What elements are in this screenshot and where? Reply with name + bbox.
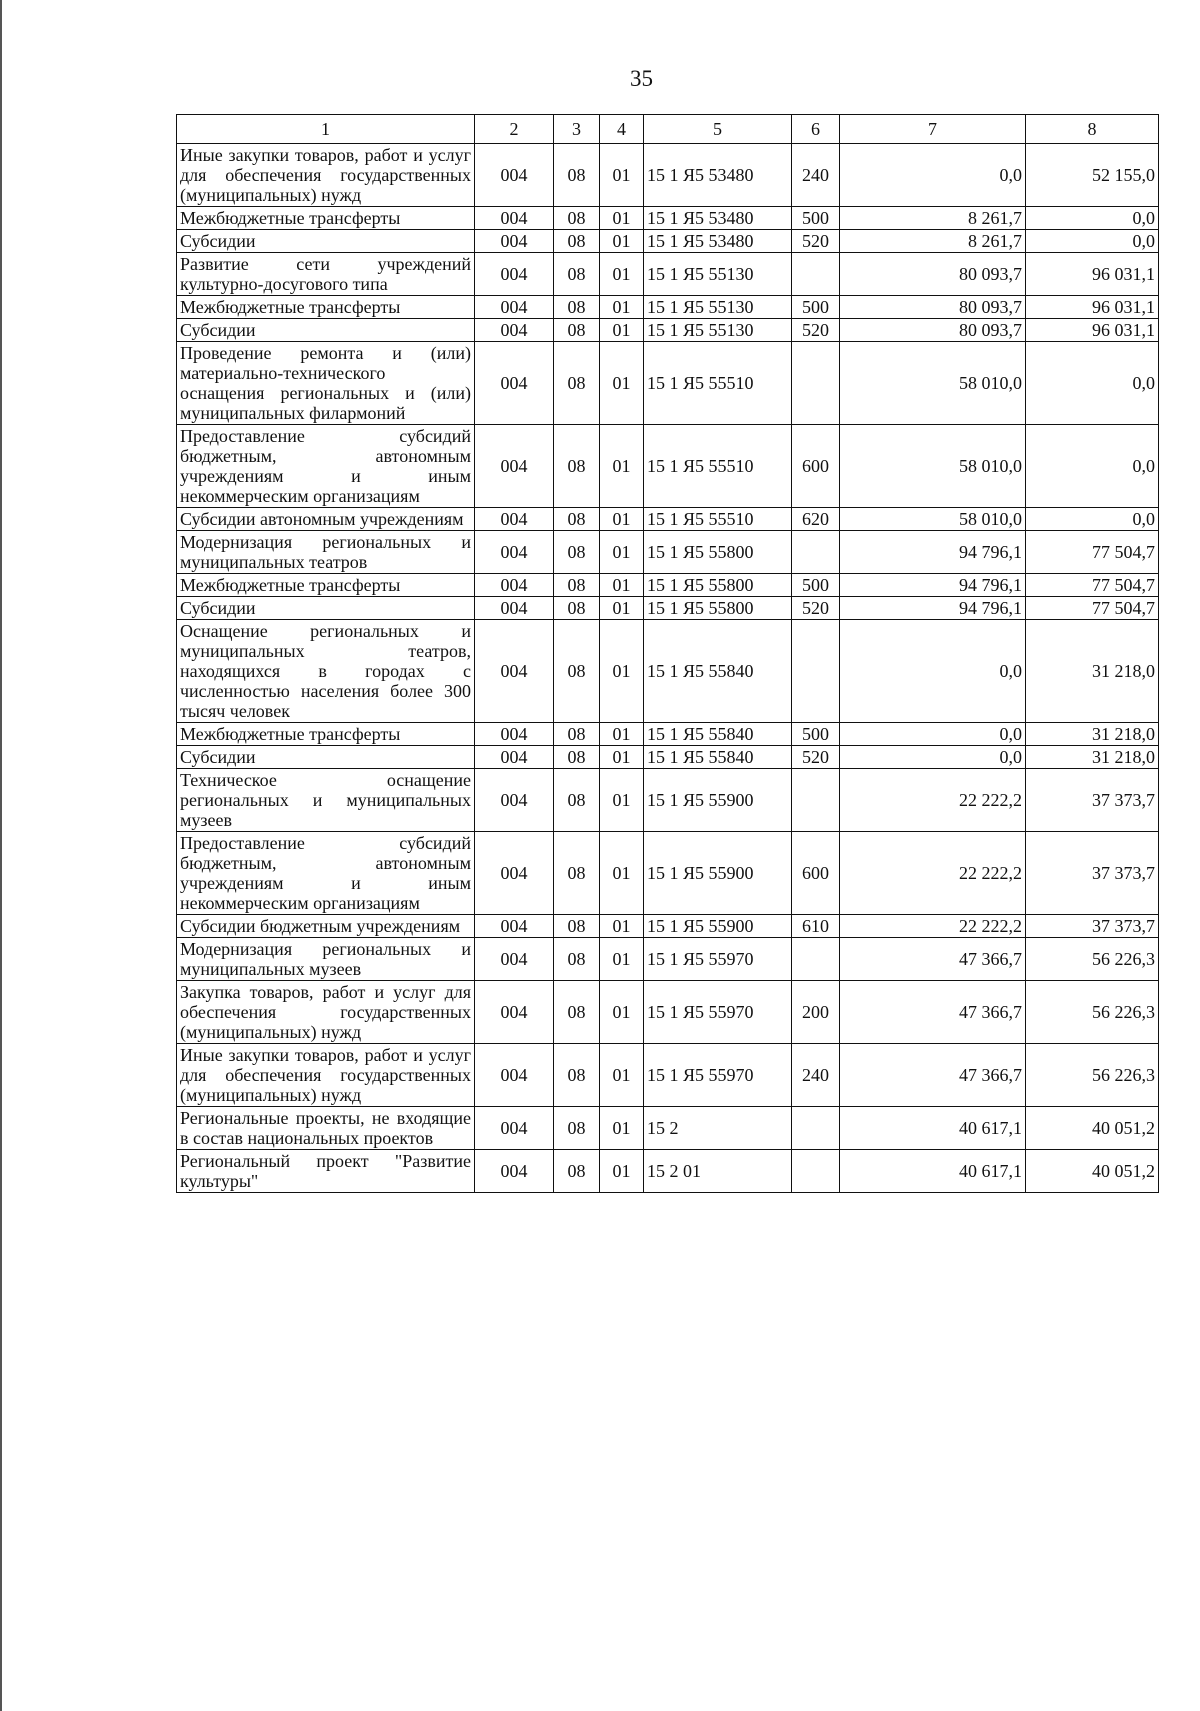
- amount-col-8: 77 504,7: [1026, 574, 1159, 597]
- section-code: 08: [554, 574, 600, 597]
- subsection-code: 01: [600, 769, 644, 832]
- amount-col-7: 94 796,1: [840, 531, 1026, 574]
- section-code: 08: [554, 1107, 600, 1150]
- subsection-code: 01: [600, 597, 644, 620]
- row-name: Оснащение региональных и муниципальных театров, находящихся в городах с численностью населения более 300 тысяч человек: [177, 620, 475, 723]
- amount-col-8: 31 218,0: [1026, 746, 1159, 769]
- expense-type: 610: [792, 915, 840, 938]
- amount-col-8: 37 373,7: [1026, 832, 1159, 915]
- target-article: 15 1 Я5 55510: [644, 508, 792, 531]
- amount-col-8: 0,0: [1026, 230, 1159, 253]
- ministry-code: 004: [475, 574, 554, 597]
- target-article: 15 1 Я5 55800: [644, 574, 792, 597]
- amount-col-7: 80 093,7: [840, 319, 1026, 342]
- amount-col-7: 0,0: [840, 144, 1026, 207]
- subsection-code: 01: [600, 915, 644, 938]
- row-name: Модернизация региональных и муниципальных музеев: [177, 938, 475, 981]
- target-article: 15 2 01: [644, 1150, 792, 1193]
- amount-col-7: 47 366,7: [840, 1044, 1026, 1107]
- subsection-code: 01: [600, 207, 644, 230]
- expense-type: 600: [792, 832, 840, 915]
- amount-col-8: 0,0: [1026, 508, 1159, 531]
- expense-type: 520: [792, 230, 840, 253]
- row-name: Субсидии бюджетным учреждениям: [177, 915, 475, 938]
- table-row: [177, 508, 1159, 531]
- table-row: [177, 769, 1159, 832]
- row-name: Иные закупки товаров, работ и услуг для обеспечения государственных (муниципальных) нужд: [177, 1044, 475, 1107]
- table-row: [177, 620, 1159, 723]
- target-article: 15 1 Я5 53480: [644, 144, 792, 207]
- row-name: Региональный проект "Развитие культуры": [177, 1150, 475, 1193]
- budget-table: [176, 114, 1159, 1193]
- ministry-code: 004: [475, 938, 554, 981]
- ministry-code: 004: [475, 915, 554, 938]
- row-name: Межбюджетные трансферты: [177, 574, 475, 597]
- amount-col-8: 56 226,3: [1026, 981, 1159, 1044]
- expense-type: 500: [792, 723, 840, 746]
- section-code: 08: [554, 425, 600, 508]
- ministry-code: 004: [475, 319, 554, 342]
- amount-col-8: 96 031,1: [1026, 319, 1159, 342]
- table-row: [177, 574, 1159, 597]
- amount-col-7: 0,0: [840, 620, 1026, 723]
- ministry-code: 004: [475, 1044, 554, 1107]
- amount-col-7: 58 010,0: [840, 342, 1026, 425]
- section-code: 08: [554, 319, 600, 342]
- ministry-code: 004: [475, 144, 554, 207]
- table-row: [177, 1107, 1159, 1150]
- ministry-code: 004: [475, 832, 554, 915]
- section-code: 08: [554, 915, 600, 938]
- row-name: Развитие сети учреждений культурно-досугового типа: [177, 253, 475, 296]
- row-name: Субсидии: [177, 746, 475, 769]
- section-code: 08: [554, 1150, 600, 1193]
- target-article: 15 1 Я5 55510: [644, 342, 792, 425]
- amount-col-7: 22 222,2: [840, 769, 1026, 832]
- expense-type: [792, 938, 840, 981]
- subsection-code: 01: [600, 230, 644, 253]
- subsection-code: 01: [600, 1107, 644, 1150]
- section-code: 08: [554, 207, 600, 230]
- section-code: 08: [554, 1044, 600, 1107]
- subsection-code: 01: [600, 620, 644, 723]
- amount-col-8: 96 031,1: [1026, 253, 1159, 296]
- section-code: 08: [554, 253, 600, 296]
- amount-col-8: 0,0: [1026, 342, 1159, 425]
- amount-col-7: 94 796,1: [840, 597, 1026, 620]
- row-name: Проведение ремонта и (или) материально-технического оснащения региональных и (или) муниципальных филармоний: [177, 342, 475, 425]
- table-row: [177, 253, 1159, 296]
- section-code: 08: [554, 769, 600, 832]
- amount-col-7: 47 366,7: [840, 981, 1026, 1044]
- table-row: [177, 1150, 1159, 1193]
- target-article: 15 1 Я5 55130: [644, 296, 792, 319]
- column-header: 4: [600, 115, 644, 144]
- target-article: 15 1 Я5 55900: [644, 769, 792, 832]
- table-row: [177, 723, 1159, 746]
- expense-type: 620: [792, 508, 840, 531]
- page-number: 35: [630, 66, 653, 91]
- table-row: [177, 230, 1159, 253]
- subsection-code: 01: [600, 723, 644, 746]
- amount-col-8: 40 051,2: [1026, 1150, 1159, 1193]
- amount-col-8: 56 226,3: [1026, 1044, 1159, 1107]
- section-code: 08: [554, 296, 600, 319]
- table-row: [177, 531, 1159, 574]
- expense-type: [792, 769, 840, 832]
- row-name: Техническое оснащение региональных и муниципальных музеев: [177, 769, 475, 832]
- amount-col-7: 22 222,2: [840, 832, 1026, 915]
- row-name: Иные закупки товаров, работ и услуг для обеспечения государственных (муниципальных) нужд: [177, 144, 475, 207]
- table-row: [177, 915, 1159, 938]
- amount-col-8: 0,0: [1026, 425, 1159, 508]
- column-header: 6: [792, 115, 840, 144]
- amount-col-8: 96 031,1: [1026, 296, 1159, 319]
- ministry-code: 004: [475, 425, 554, 508]
- expense-type: 520: [792, 597, 840, 620]
- ministry-code: 004: [475, 508, 554, 531]
- section-code: 08: [554, 723, 600, 746]
- table-row: [177, 207, 1159, 230]
- amount-col-8: 40 051,2: [1026, 1107, 1159, 1150]
- ministry-code: 004: [475, 981, 554, 1044]
- amount-col-8: 0,0: [1026, 207, 1159, 230]
- row-name: Субсидии: [177, 230, 475, 253]
- table-row: [177, 938, 1159, 981]
- target-article: 15 1 Я5 55970: [644, 938, 792, 981]
- subsection-code: 01: [600, 253, 644, 296]
- target-article: 15 1 Я5 55800: [644, 597, 792, 620]
- section-code: 08: [554, 620, 600, 723]
- amount-col-7: 80 093,7: [840, 296, 1026, 319]
- section-code: 08: [554, 832, 600, 915]
- subsection-code: 01: [600, 531, 644, 574]
- amount-col-8: 77 504,7: [1026, 597, 1159, 620]
- ministry-code: 004: [475, 1107, 554, 1150]
- expense-type: [792, 1107, 840, 1150]
- section-code: 08: [554, 144, 600, 207]
- subsection-code: 01: [600, 981, 644, 1044]
- section-code: 08: [554, 508, 600, 531]
- subsection-code: 01: [600, 1150, 644, 1193]
- section-code: 08: [554, 342, 600, 425]
- header-row: [177, 115, 1159, 144]
- target-article: 15 1 Я5 55970: [644, 981, 792, 1044]
- amount-col-7: 58 010,0: [840, 508, 1026, 531]
- expense-type: 200: [792, 981, 840, 1044]
- subsection-code: 01: [600, 746, 644, 769]
- expense-type: [792, 531, 840, 574]
- table-row: [177, 1044, 1159, 1107]
- column-header: 1: [177, 115, 475, 144]
- expense-type: 240: [792, 1044, 840, 1107]
- target-article: 15 1 Я5 55840: [644, 723, 792, 746]
- section-code: 08: [554, 938, 600, 981]
- column-header: 8: [1026, 115, 1159, 144]
- section-code: 08: [554, 746, 600, 769]
- expense-type: 520: [792, 319, 840, 342]
- table-row: [177, 981, 1159, 1044]
- amount-col-7: 8 261,7: [840, 207, 1026, 230]
- subsection-code: 01: [600, 508, 644, 531]
- row-name: Региональные проекты, не входящие в состав национальных проектов: [177, 1107, 475, 1150]
- table-row: [177, 832, 1159, 915]
- ministry-code: 004: [475, 531, 554, 574]
- row-name: Субсидии: [177, 319, 475, 342]
- expense-type: [792, 1150, 840, 1193]
- subsection-code: 01: [600, 574, 644, 597]
- table-row: [177, 319, 1159, 342]
- ministry-code: 004: [475, 769, 554, 832]
- row-name: Субсидии: [177, 597, 475, 620]
- row-name: Предоставление субсидий бюджетным, автономным учреждениям и иным некоммерческим организациям: [177, 832, 475, 915]
- subsection-code: 01: [600, 425, 644, 508]
- subsection-code: 01: [600, 342, 644, 425]
- amount-col-8: 52 155,0: [1026, 144, 1159, 207]
- row-name: Межбюджетные трансферты: [177, 296, 475, 319]
- amount-col-8: 37 373,7: [1026, 915, 1159, 938]
- target-article: 15 1 Я5 55840: [644, 620, 792, 723]
- ministry-code: 004: [475, 746, 554, 769]
- row-name: Межбюджетные трансферты: [177, 207, 475, 230]
- target-article: 15 1 Я5 55800: [644, 531, 792, 574]
- amount-col-8: 31 218,0: [1026, 620, 1159, 723]
- column-header: 7: [840, 115, 1026, 144]
- section-code: 08: [554, 981, 600, 1044]
- expense-type: [792, 342, 840, 425]
- expense-type: 240: [792, 144, 840, 207]
- expense-type: [792, 620, 840, 723]
- ministry-code: 004: [475, 723, 554, 746]
- amount-col-7: 47 366,7: [840, 938, 1026, 981]
- table-row: [177, 746, 1159, 769]
- target-article: 15 1 Я5 55900: [644, 915, 792, 938]
- row-name: Закупка товаров, работ и услуг для обеспечения государственных (муниципальных) нужд: [177, 981, 475, 1044]
- ministry-code: 004: [475, 620, 554, 723]
- target-article: 15 1 Я5 55840: [644, 746, 792, 769]
- table-row: [177, 597, 1159, 620]
- amount-col-7: 8 261,7: [840, 230, 1026, 253]
- subsection-code: 01: [600, 832, 644, 915]
- column-header: 3: [554, 115, 600, 144]
- table-row: [177, 144, 1159, 207]
- table-header: [177, 115, 1159, 144]
- ministry-code: 004: [475, 1150, 554, 1193]
- row-name: Субсидии автономным учреждениям: [177, 508, 475, 531]
- amount-col-7: 94 796,1: [840, 574, 1026, 597]
- target-article: 15 1 Я5 55130: [644, 319, 792, 342]
- expense-type: 600: [792, 425, 840, 508]
- ministry-code: 004: [475, 253, 554, 296]
- section-code: 08: [554, 230, 600, 253]
- column-header: 2: [475, 115, 554, 144]
- amount-col-8: 77 504,7: [1026, 531, 1159, 574]
- amount-col-7: 80 093,7: [840, 253, 1026, 296]
- ministry-code: 004: [475, 230, 554, 253]
- subsection-code: 01: [600, 144, 644, 207]
- row-name: Предоставление субсидий бюджетным, автономным учреждениям и иным некоммерческим организациям: [177, 425, 475, 508]
- subsection-code: 01: [600, 1044, 644, 1107]
- column-header: 5: [644, 115, 792, 144]
- ministry-code: 004: [475, 342, 554, 425]
- amount-col-7: 0,0: [840, 723, 1026, 746]
- expense-type: 500: [792, 207, 840, 230]
- subsection-code: 01: [600, 296, 644, 319]
- amount-col-7: 22 222,2: [840, 915, 1026, 938]
- ministry-code: 004: [475, 207, 554, 230]
- target-article: 15 1 Я5 55970: [644, 1044, 792, 1107]
- amount-col-7: 40 617,1: [840, 1107, 1026, 1150]
- row-name: Модернизация региональных и муниципальных театров: [177, 531, 475, 574]
- expense-type: [792, 253, 840, 296]
- row-name: Межбюджетные трансферты: [177, 723, 475, 746]
- amount-col-7: 0,0: [840, 746, 1026, 769]
- target-article: 15 2: [644, 1107, 792, 1150]
- amount-col-8: 56 226,3: [1026, 938, 1159, 981]
- table-row: [177, 342, 1159, 425]
- table-body: [177, 144, 1159, 1193]
- ministry-code: 004: [475, 296, 554, 319]
- section-code: 08: [554, 531, 600, 574]
- expense-type: 500: [792, 574, 840, 597]
- target-article: 15 1 Я5 53480: [644, 230, 792, 253]
- expense-type: 500: [792, 296, 840, 319]
- target-article: 15 1 Я5 55510: [644, 425, 792, 508]
- target-article: 15 1 Я5 55130: [644, 253, 792, 296]
- amount-col-7: 40 617,1: [840, 1150, 1026, 1193]
- subsection-code: 01: [600, 319, 644, 342]
- section-code: 08: [554, 597, 600, 620]
- page-edge-line: [0, 0, 2, 1711]
- target-article: 15 1 Я5 53480: [644, 207, 792, 230]
- table-row: [177, 425, 1159, 508]
- amount-col-7: 58 010,0: [840, 425, 1026, 508]
- target-article: 15 1 Я5 55900: [644, 832, 792, 915]
- ministry-code: 004: [475, 597, 554, 620]
- amount-col-8: 31 218,0: [1026, 723, 1159, 746]
- table-row: [177, 296, 1159, 319]
- subsection-code: 01: [600, 938, 644, 981]
- expense-type: 520: [792, 746, 840, 769]
- amount-col-8: 37 373,7: [1026, 769, 1159, 832]
